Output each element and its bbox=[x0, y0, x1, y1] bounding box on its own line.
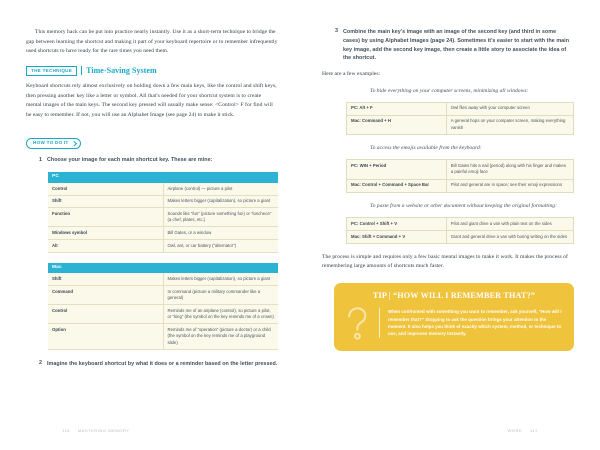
shortcut-key: Mac: Shift + Command + V bbox=[347, 230, 447, 243]
table-row bbox=[347, 160, 574, 179]
step-text: Combine the main key's image with an image of the second key (and third in some cases) by using Alphabet Images (page 24). Sometimes it's easier to start with the main key image, add the second key image, then create a little story to associate the idea of the shortcut. bbox=[343, 29, 570, 62]
technique-title: Time-Saving System bbox=[86, 66, 157, 76]
example-caption: To paste from a website or other document without keeping the original formatting: bbox=[370, 202, 557, 209]
step-3 bbox=[335, 28, 574, 63]
technique-tag: THE TECHNIQUE bbox=[26, 66, 77, 76]
shortcut-desc: Bill Gates hits a nail (period) along with his finger and makes a painful emoji face bbox=[446, 160, 573, 179]
key-name: Control bbox=[48, 183, 163, 195]
key-name: Windows symbol bbox=[48, 227, 163, 240]
table-row bbox=[48, 239, 278, 252]
shortcut-key: Mac: Command + H bbox=[347, 115, 447, 134]
key-desc: Airplane (control) — picture a pilot bbox=[163, 183, 278, 195]
tip-callout bbox=[334, 283, 574, 351]
key-desc: Sounds like “fun” (picture something fun) or “luncheon” (a chef, plates, etc.) bbox=[163, 208, 278, 227]
right-page-footer bbox=[508, 428, 538, 433]
table-row bbox=[347, 179, 574, 192]
step-number: 2 bbox=[39, 359, 42, 366]
key-desc: Reminds me of an airplane (control), so picture a pilot, or “king” (the symbol on the key reminds me of a crown) bbox=[163, 305, 278, 324]
pc-table-header-blank bbox=[163, 172, 278, 183]
page-number: 117 bbox=[529, 428, 538, 433]
table-row bbox=[48, 208, 278, 227]
chevron-right-icon bbox=[71, 140, 77, 146]
shortcut-key: PC: WIN + Period bbox=[347, 160, 447, 179]
key-desc: Makes letters bigger (capitalization), so picture a giant bbox=[163, 273, 278, 285]
mac-table-body bbox=[48, 273, 278, 349]
step-text: Imagine the keyboard shortcut by what it does or a reminder based on the letter pressed. bbox=[47, 360, 278, 367]
example-caption: To hide everything on your computer screens, minimizing all windows: bbox=[370, 87, 529, 94]
table-row bbox=[347, 230, 574, 243]
page-number: 116 bbox=[62, 428, 71, 433]
mac-table-header-blank bbox=[163, 263, 278, 274]
pc-table-body bbox=[48, 183, 278, 252]
shortcut-key: Mac: Control + Command + Space Bar bbox=[347, 179, 447, 192]
shortcut-desc: Owl flies away with your computer screen bbox=[446, 102, 573, 115]
step-2 bbox=[39, 360, 278, 369]
shortcut-key: PC: Control + Shift + V bbox=[347, 217, 447, 230]
mac-table-header: Mac bbox=[48, 263, 163, 274]
howto-label: HOW TO DO IT bbox=[33, 140, 69, 146]
key-name: Control bbox=[48, 305, 163, 324]
mac-key-table bbox=[48, 263, 278, 350]
technique-header bbox=[26, 66, 278, 76]
key-name: Shift bbox=[48, 273, 163, 285]
howto-tag bbox=[26, 138, 81, 149]
key-desc: Reminds me of “operation” (picture a doctor) or a child (the symbol on the key reminds me of a playground slide) bbox=[163, 324, 278, 350]
key-desc: Owl, ant, or car battery (“alternator”) bbox=[163, 239, 278, 252]
table-row bbox=[48, 324, 278, 350]
key-name: Alt bbox=[48, 239, 163, 252]
table-row bbox=[48, 273, 278, 285]
shortcut-desc: Giant and general drive a van with boring writing on the sides bbox=[446, 230, 573, 243]
question-mark-icon bbox=[344, 306, 370, 340]
section-title: WORK bbox=[507, 428, 523, 433]
tip-body bbox=[344, 306, 564, 340]
key-desc: Makes letters bigger (capitalization), so picture a giant bbox=[163, 195, 278, 208]
key-desc: Bill Gates, or a window bbox=[163, 227, 278, 240]
tip-heading: TIP | “HOW WILL I REMEMBER THAT?” bbox=[372, 291, 536, 301]
book-title: MASTERING MEMORY bbox=[77, 428, 130, 433]
shortcut-key: PC: Alt + F bbox=[347, 102, 447, 115]
technique-paragraph: Keyboard shortcuts rely almost exclusively on holding down a few main keys, like the control and shift keys, then pressing another key like a letter or symbol. All that's needed for your shortcut system is to create mental images of the main keys. The second key pressed will usually make sense: <Control> F for find will be easy to remember. If not, you will use an Alphabet Image (see page 24) to make it stick. bbox=[26, 83, 277, 118]
table-row bbox=[48, 285, 278, 304]
shortcut-desc: Pilot and general are in space; see their emoji expressions bbox=[446, 179, 573, 192]
shortcut-desc: A general hops on your computer screen, making everything vanish bbox=[446, 115, 573, 134]
shortcut-desc: Pilot and giant drive a van with plain text on the sides bbox=[446, 217, 573, 230]
example-table-3 bbox=[346, 217, 574, 244]
pc-key-table bbox=[48, 172, 278, 252]
key-desc: In command (picture a military commander like a general) bbox=[163, 285, 278, 304]
key-name: Shift bbox=[48, 195, 163, 208]
left-page-footer bbox=[62, 428, 130, 433]
example-table-1 bbox=[346, 102, 574, 136]
mac-table-header-row bbox=[48, 263, 278, 274]
table-row bbox=[347, 115, 574, 134]
examples-lead: Here are a few examples: bbox=[322, 71, 381, 77]
pc-table-header: PC bbox=[48, 172, 163, 183]
technique-divider bbox=[81, 66, 82, 75]
intro-paragraph: This memory hack can be put into practice nearly instantly. Use it as a short-term technique to bridge the gap between learning the shortcut and making it part of your keyboard repertoire or to remember infrequently used shortcuts to have ready for the rare times you need them. bbox=[26, 29, 278, 55]
table-row bbox=[347, 102, 574, 115]
table-row bbox=[48, 305, 278, 324]
table-row bbox=[48, 183, 278, 195]
example-caption: To access the emojis available from the keyboard: bbox=[370, 145, 482, 152]
table-row bbox=[48, 195, 278, 208]
pc-table-header-row bbox=[48, 172, 278, 183]
key-name: Option bbox=[48, 324, 163, 350]
step-number: 3 bbox=[335, 28, 338, 35]
example-table-2 bbox=[346, 159, 574, 193]
tip-text: When confronted with something you want to remember, ask yourself, “How will I remember that?” Stopping to ask the question brings your attention to the moment. It also helps you think of exactly which system, method, or technique to use, and improves memory instantly. bbox=[379, 308, 564, 337]
key-name: Command bbox=[48, 285, 163, 304]
right-page bbox=[300, 0, 600, 450]
key-name: Function bbox=[48, 208, 163, 227]
table-row bbox=[48, 227, 278, 240]
table-row bbox=[347, 217, 574, 230]
howto-wrapper bbox=[26, 131, 278, 149]
step-1 bbox=[39, 156, 278, 165]
closing-paragraph: The process is simple and requires only a few basic mental images to make it work. It makes the process of remembering large amounts of shortcuts much faster. bbox=[322, 253, 568, 270]
step-text: Choose your image for each main shortcut key. These are mine: bbox=[47, 157, 213, 164]
step-number: 1 bbox=[39, 156, 42, 163]
